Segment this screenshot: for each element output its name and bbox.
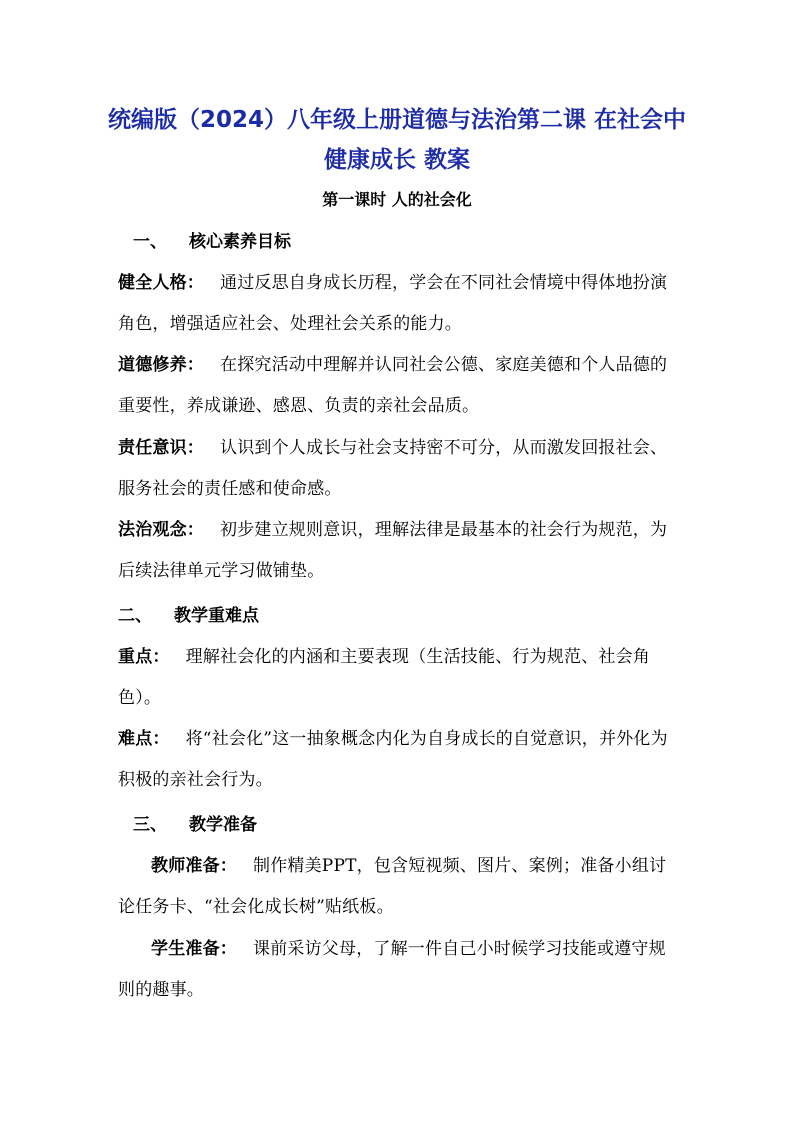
paragraph-label: 责任意识： (118, 438, 204, 458)
section-heading-3 (133, 812, 257, 838)
paragraph-label: 学生准备： (151, 939, 237, 959)
section-number: 二、 (118, 606, 152, 626)
paragraph-label: 道德修养： (118, 355, 204, 375)
objective-paragraph (118, 345, 678, 427)
difficulty-paragraph (118, 719, 678, 801)
paragraph-text: 认识到个人成长与社会支持密不可分，从而激发回报社会、服务社会的责任感和使命感。 (118, 438, 668, 499)
objective-paragraph (118, 428, 678, 510)
paragraph-text: 将“社会化”这一抽象概念内化为自身成长的自觉意识，并外化为积极的亲社会行为。 (118, 729, 668, 790)
paragraph-text: 制作精美PPT，包含短视频、图片、案例；准备小组讨论任务卡、“社会化成长树”贴纸板。 (118, 856, 667, 917)
paragraph-label: 难点： (118, 729, 170, 749)
paragraph-text: 在探究活动中理解并认同社会公德、家庭美德和个人品德的重要性，养成谦逊、感恩、负责的亲社会品质。 (118, 355, 668, 416)
section-number: 三、 (133, 815, 167, 835)
preparation-paragraph (118, 929, 678, 1011)
section-title: 教学重难点 (174, 606, 259, 626)
paragraph-label: 教师准备： (151, 856, 237, 876)
section-title: 核心素养目标 (189, 232, 291, 252)
section-title: 教学准备 (189, 815, 257, 835)
section-heading-2 (118, 603, 259, 629)
paragraph-text: 理解社会化的内涵和主要表现（生活技能、行为规范、社会角色）。 (118, 647, 651, 708)
paragraph-label: 法治观念： (118, 520, 204, 540)
paragraph-label: 重点： (118, 647, 170, 667)
section-number: 一、 (133, 232, 167, 252)
objective-paragraph (118, 263, 678, 345)
document-title: 统编版（2024）八年级上册道德与法治第二课 在社会中健康成长 教案 (107, 107, 687, 173)
objective-paragraph (118, 510, 678, 592)
preparation-paragraph (118, 846, 678, 928)
paragraph-text: 初步建立规则意识，理解法律是最基本的社会行为规范，为后续法律单元学习做铺垫。 (118, 520, 668, 581)
key-point-paragraph (118, 637, 678, 719)
section-heading-1 (133, 229, 291, 255)
paragraph-text: 通过反思自身成长历程，学会在不同社会情境中得体地扮演角色，增强适应社会、处理社会关系的能力。 (118, 273, 668, 334)
paragraph-text: 课前采访父母，了解一件自己小时候学习技能或遵守规则的趣事。 (118, 939, 666, 1000)
lesson-subtitle: 第一课时 人的社会化 (322, 190, 472, 209)
paragraph-label: 健全人格： (118, 273, 204, 293)
